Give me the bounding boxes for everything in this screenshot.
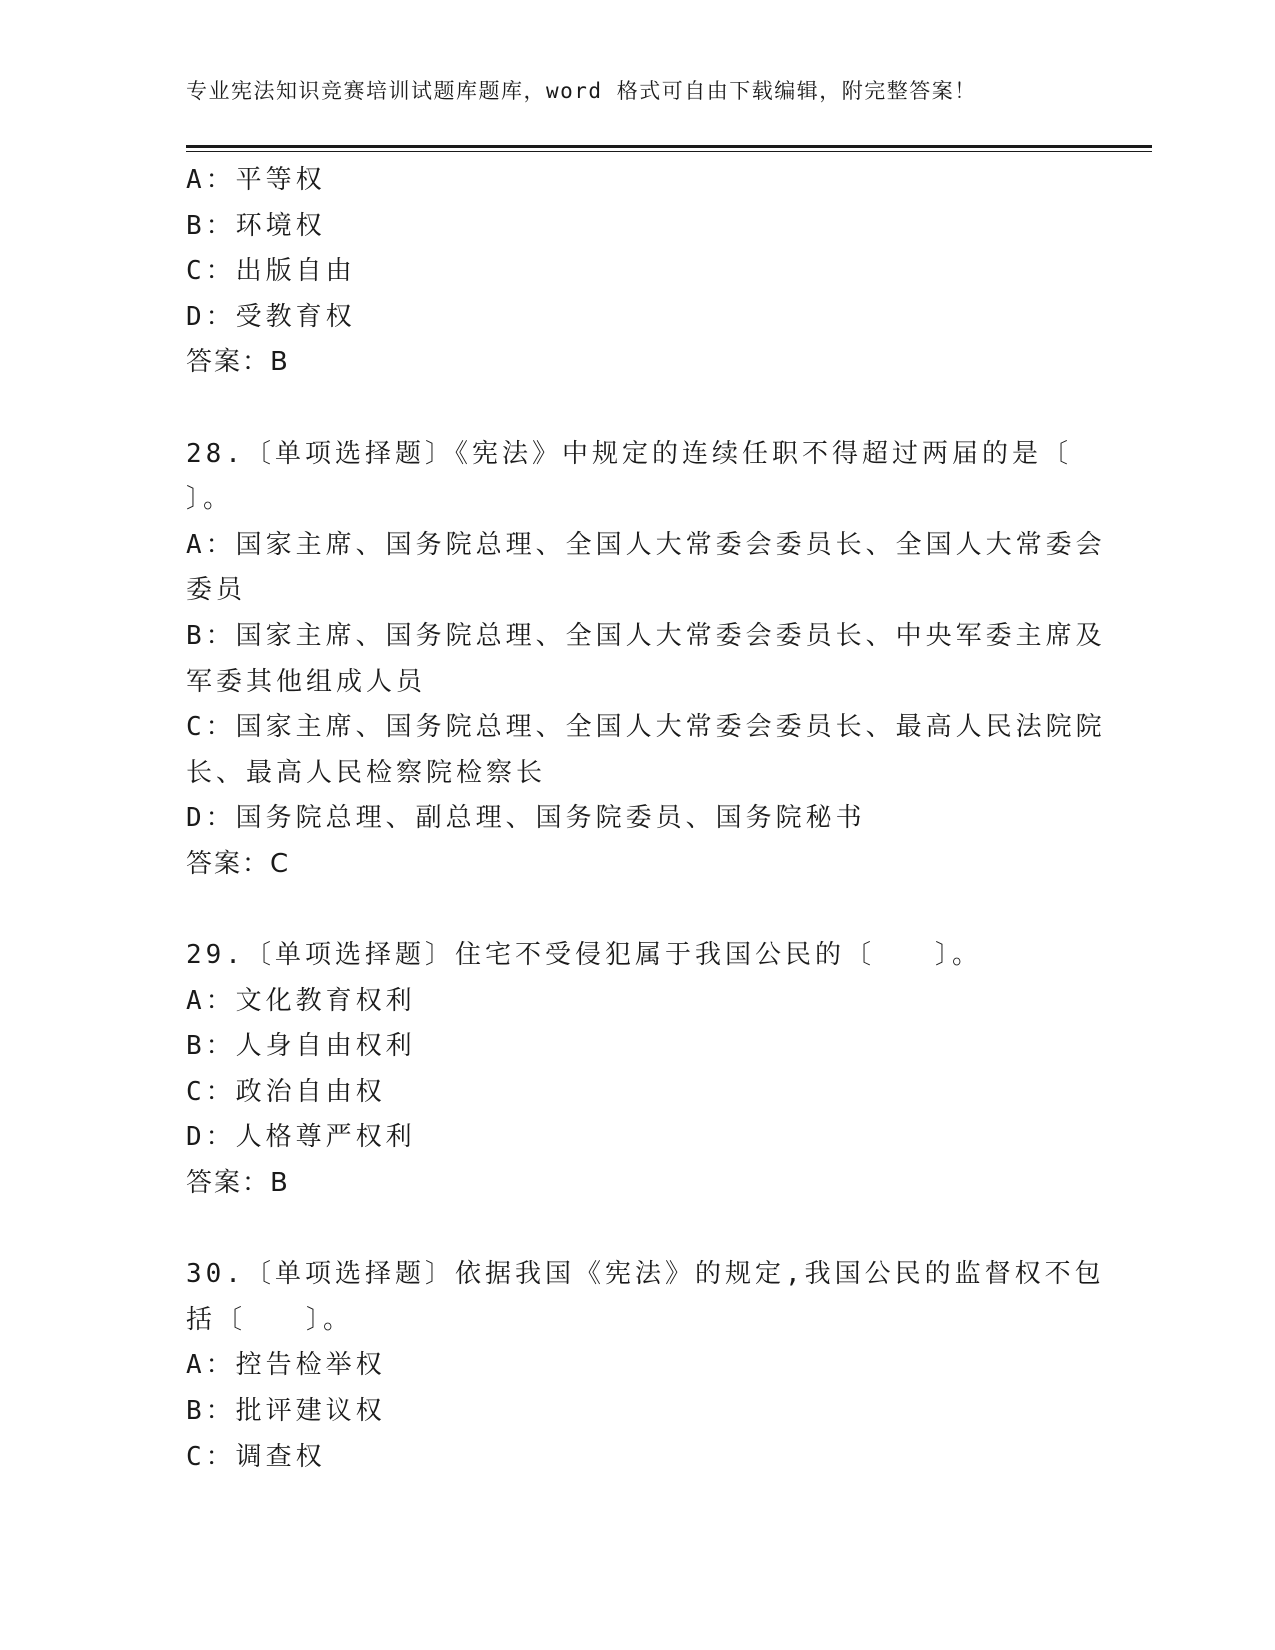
question-stem-cont: 括〔 〕。 — [186, 1304, 354, 1335]
option-a: A：国家主席、国务院总理、全国人大常委会委员长、全国人大常委会 — [186, 529, 1106, 560]
option-a: A：控告检举权 — [186, 1350, 386, 1381]
option-b-cont: 军委其他组成人员 — [186, 666, 427, 697]
question-stem: 28.〔单项选择题〕《宪法》中规定的连续任职不得超过两届的是〔 — [186, 438, 1072, 469]
question-stem: 30.〔单项选择题〕依据我国《宪法》的规定,我国公民的监督权不包 — [186, 1259, 1105, 1290]
header-title: 专业宪法知识竞赛培训试题库题库，word 格式可自由下载编辑，附完整答案！ — [186, 79, 977, 103]
answer-line: 答案：B — [186, 347, 290, 378]
option-a: A：平等权 — [186, 165, 326, 195]
option-d: D：人格尊严权利 — [186, 1122, 416, 1153]
spacer — [186, 1207, 1086, 1253]
option-a: A：文化教育权利 — [186, 985, 416, 1016]
question-stem-cont: 〕。 — [186, 484, 234, 515]
option-c: C：调查权 — [186, 1441, 326, 1472]
option-d: D：受教育权 — [186, 301, 356, 332]
spacer — [186, 386, 1086, 432]
document-header — [186, 74, 1146, 108]
spacer — [186, 888, 1086, 934]
option-c: C：出版自由 — [186, 256, 356, 287]
answer-line: 答案：C — [186, 848, 291, 879]
question-27-continued — [186, 158, 1086, 386]
option-c: C：政治自由权 — [186, 1076, 386, 1107]
header-rule-thick — [186, 145, 1152, 148]
question-stem: 29.〔单项选择题〕住宅不受侵犯属于我国公民的〔 〕。 — [186, 940, 982, 971]
option-c-cont: 长、最高人民检察院检察长 — [186, 757, 547, 788]
question-28 — [186, 432, 1106, 888]
header-rule-thin — [186, 151, 1152, 152]
question-30 — [186, 1252, 1105, 1480]
option-d: D：国务院总理、副总理、国务院委员、国务院秘书 — [186, 803, 866, 834]
document-body — [186, 158, 1106, 1480]
option-b: B：国家主席、国务院总理、全国人大常委会委员长、中央军委主席及 — [186, 620, 1106, 651]
option-b: B：人身自由权利 — [186, 1031, 416, 1062]
option-b: B：环境权 — [186, 210, 326, 241]
option-b: B：批评建议权 — [186, 1396, 386, 1427]
option-c: C：国家主席、国务院总理、全国人大常委会委员长、最高人民法院院 — [186, 712, 1106, 743]
answer-line: 答案：B — [186, 1168, 290, 1199]
option-a-cont: 委员 — [186, 575, 247, 606]
question-29 — [186, 933, 1086, 1207]
